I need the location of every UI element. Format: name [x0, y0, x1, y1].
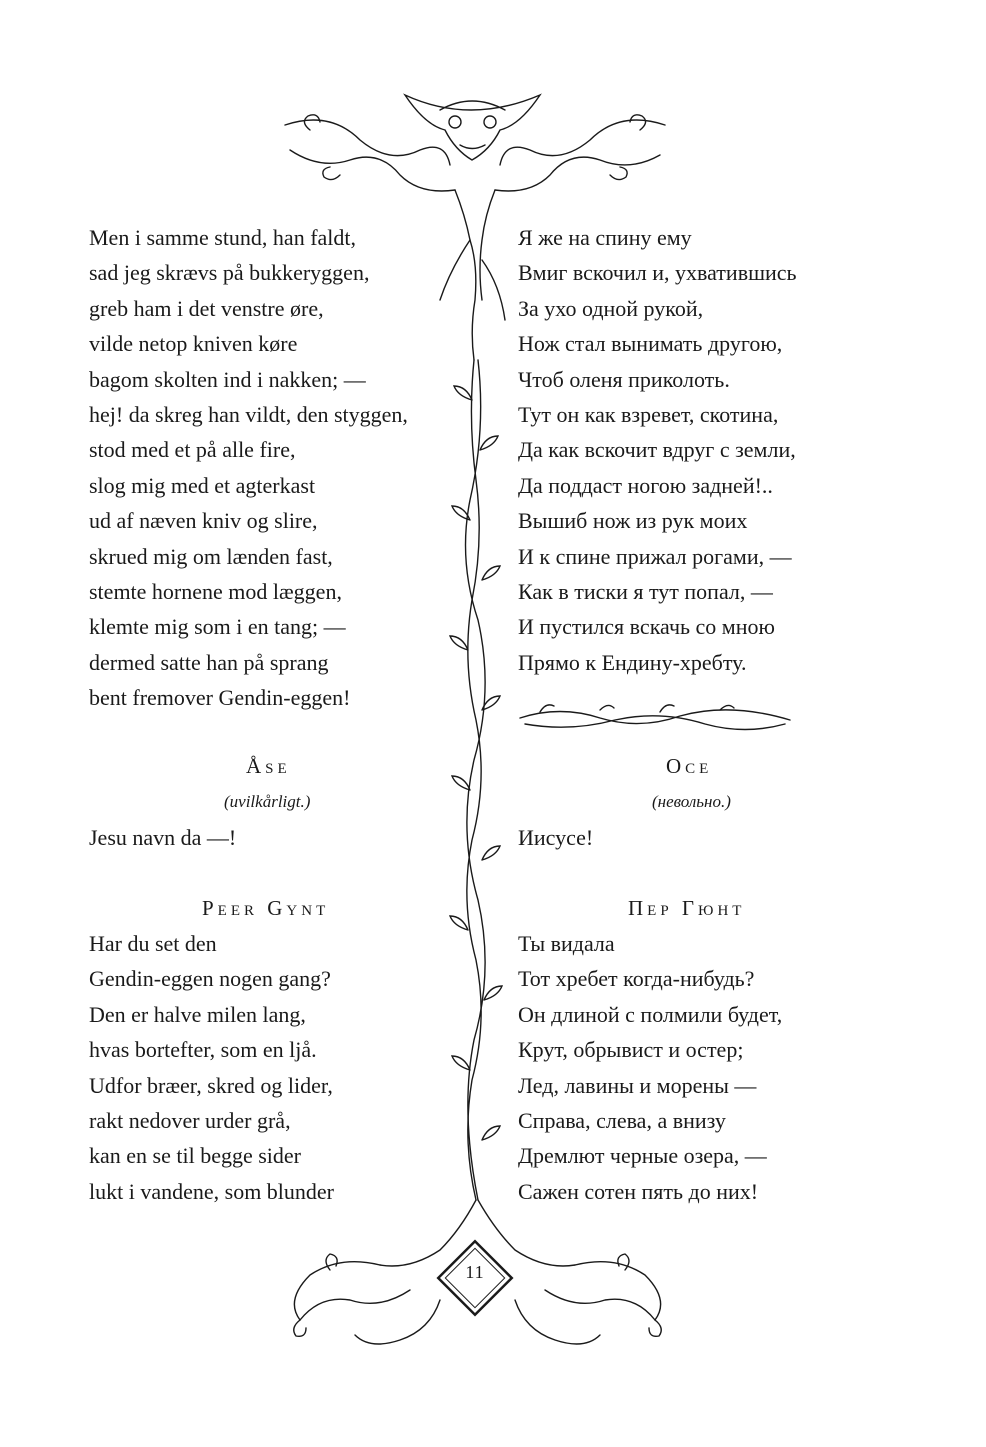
right-column-verse-1: [518, 220, 818, 680]
verse-line: Тут он как взревет, скотина,: [518, 402, 779, 428]
reply-line-left: Jesu navn da —!: [89, 825, 237, 850]
verse-line: Men i samme stund, han faldt,: [89, 225, 357, 250]
verse-line: greb ham i det venstre øre,: [89, 295, 324, 321]
verse-line: И к спине прижал рогами, —: [518, 543, 792, 569]
mask-face-ornament: [405, 95, 540, 160]
verse-line: stemte hornene mod læggen,: [89, 579, 342, 605]
verse-line: Вмиг вскочил и, ухватившись: [518, 260, 797, 286]
verse-line: dermed satte han på sprang: [89, 649, 329, 675]
verse-line: ud af næven kniv og slire,: [89, 508, 318, 534]
speaker-name-left: Åse: [246, 754, 291, 778]
verse-line: kan en se til begge sider: [89, 1143, 301, 1169]
verse-line: bagom skolten ind i nakken; —: [89, 366, 366, 392]
verse-line: Gendin-eggen nogen gang?: [89, 966, 331, 992]
verse-line: Чтоб оленя приколоть.: [518, 366, 730, 392]
verse-line: Тот хребет когда-нибудь?: [518, 966, 755, 992]
verse-line: Как в тиски я тут попал, —: [518, 579, 773, 605]
verse-line: Udfor bræer, skred og lider,: [89, 1072, 333, 1098]
verse-line: klemte mig som i en tang; —: [89, 614, 346, 640]
verse-line: Den er halve milen lang,: [89, 1001, 306, 1027]
stage-direction-right: (невольно.): [652, 792, 731, 811]
verse-line: За ухо одной рукой,: [518, 295, 704, 321]
verse-line: Дремлют черные озера, —: [518, 1143, 767, 1169]
verse-line: И пустился вскачь со мною: [518, 614, 775, 640]
right-column-verse-2: [518, 926, 818, 1209]
speaker-name-left: Peer Gynt: [202, 896, 330, 920]
verse-line: Да поддаст ногою задней!..: [518, 472, 773, 498]
verse-line: Ты видала: [518, 931, 615, 956]
verse-line: Вышиб нож из рук моих: [518, 508, 748, 534]
verse-line: hvas bortefter, som en ljå.: [89, 1037, 317, 1063]
verse-line: lukt i vandene, som blunder: [89, 1178, 335, 1204]
page-number: 11: [465, 1262, 485, 1282]
verse-line: slog mig med et agterkast: [89, 472, 316, 498]
verse-line: Он длиной с полмили будет,: [518, 1001, 783, 1027]
verse-line: vilde netop kniven køre: [89, 331, 298, 357]
verse-line: Лед, лавины и морены —: [518, 1072, 757, 1098]
left-column-verse-2: [89, 926, 389, 1209]
verse-line: Я же на спину ему: [518, 225, 692, 250]
verse-line: Да как вскочит вдруг с земли,: [518, 437, 796, 463]
verse-line: sad jeg skrævs på bukkeryggen,: [89, 260, 370, 286]
stage-direction-left: (uvilkårligt.): [224, 792, 311, 811]
reply-line-right: Иисусе!: [518, 825, 594, 850]
verse-line: Справа, слева, а внизу: [518, 1108, 726, 1134]
verse-line: rakt nedover urder grå,: [89, 1108, 291, 1134]
verse-line: Прямо к Ендину-хребту.: [518, 649, 747, 675]
left-column-verse-1: [89, 220, 408, 716]
speaker-name-right: Осе: [666, 754, 713, 778]
verse-line: stod med et på alle fire,: [89, 437, 296, 463]
verse-line: Сажен сотен пять до них!: [518, 1178, 759, 1204]
speaker-name-right: Пер Гюнт: [628, 896, 746, 920]
verse-line: skrued mig om lænden fast,: [89, 543, 333, 569]
verse-line: Нож стал вынимать другою,: [518, 331, 783, 357]
divider-vine-ornament: [520, 710, 790, 724]
verse-line: hej! da skreg han vildt, den styggen,: [89, 402, 408, 428]
verse-line: Har du set den: [89, 931, 217, 956]
verse-line: bent fremover Gendin-eggen!: [89, 685, 351, 711]
verse-line: Крут, обрывист и остер;: [518, 1037, 744, 1063]
